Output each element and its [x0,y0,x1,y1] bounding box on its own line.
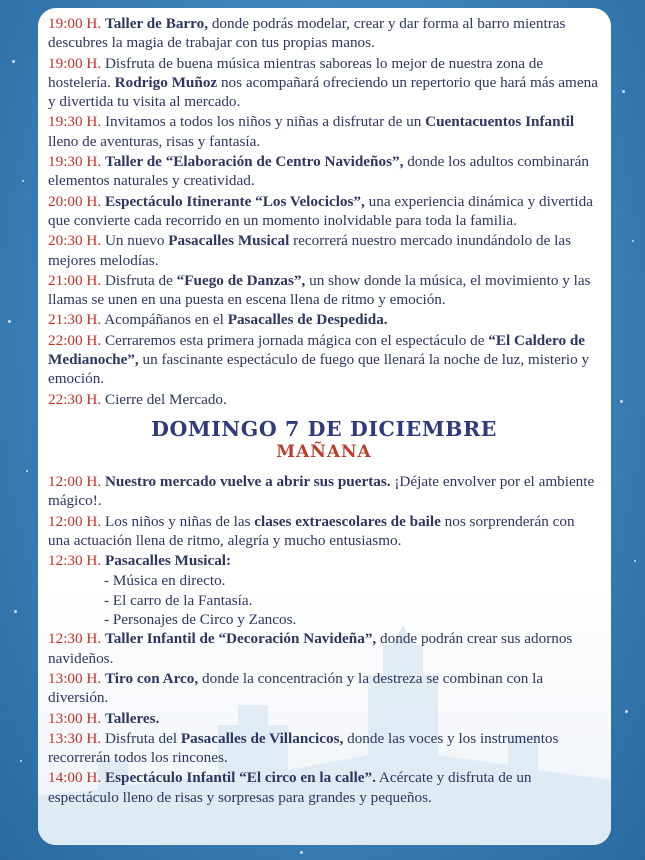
schedule-entry [48,192,600,231]
schedule-entry [48,709,600,728]
program-card [38,8,611,845]
entry-text: donde los adultos combinarán elementos naturales y creatividad. [48,153,589,190]
entry-text: una experiencia dinámica y divertida que convierte cada recorrido en un momento inolvidable para toda la familia. [48,192,593,229]
entry-text: donde podrán crear sus adornos navideños. [48,630,573,667]
sub-list-item: - Personajes de Circo y Zancos. [104,611,297,629]
entry-text: Acompáñanos en el [101,311,228,329]
entry-text: nos sorprenderán con una actuación llena de ritmo, alegría y mucho entusiasmo. [48,512,575,549]
entry-text: un show donde la música, el movimiento y las llamas se unen en una puesta en escena llena de ritmo y emoción. [48,271,591,309]
entry-time: 19:30 H. [48,113,102,131]
sub-list-item: - El carro de la Fantasía. [104,591,253,609]
entry-time: 20:30 H. [48,232,102,250]
entry-text: recorrerá nuestro mercado inundándolo de las mejores melodías. [48,232,571,269]
entry-time: 12:30 H. [48,630,102,648]
schedule-entry [48,472,600,511]
sub-list-item: - Música en directo. [104,572,226,590]
entry-highlight: Taller Infantil de “Decoración Navideña”, [104,630,377,648]
schedule-entry [48,271,600,310]
entry-time: 20:00 H. [48,192,102,210]
entry-text: un fascinante espectáculo de fuego que llenará la noche de luz, misterio y emoción. [48,351,590,388]
schedule-entry [48,14,600,53]
schedule-entry [48,512,600,551]
entry-time: 13:30 H. [48,729,102,747]
sunday-morning-schedule [48,472,600,807]
entry-highlight: Nuestro mercado vuelve a abrir sus puertas. [104,472,391,490]
entry-highlight: “El Caldero de Medianoche”, [48,331,586,369]
entry-time: 22:00 H. [48,331,102,349]
entry-time: 13:00 H. [48,669,102,687]
schedule-entry [48,231,600,270]
saturday-evening-schedule [48,14,600,409]
entry-highlight: Taller de Barro, [104,15,209,32]
entry-highlight: Pasacalles de Villancicos, [180,729,344,747]
entry-highlight: Taller de “Elaboración de Centro Navideños”, [104,153,404,171]
schedule-entry [48,390,600,409]
entry-time: 12:00 H. [48,472,102,490]
entry-time: 22:30 H. [48,390,102,408]
session-heading: MAÑANA [276,441,372,462]
entry-highlight: clases extraescolares de baile [254,512,441,530]
schedule-entry [48,331,600,389]
entry-text: Acércate y disfruta de un espectáculo lleno de risas y sorpresas para grandes y pequeños. [48,769,532,806]
entry-text: Disfruta de buena música mientras saboreas lo mejor de nuestra zona de hostelería. [48,54,544,91]
entry-time: 19:30 H. [48,153,102,171]
entry-text: Invitamos a todos los niños y niñas a disfrutar de un [101,113,426,131]
entry-text: Los niños y niñas de las [101,512,255,530]
schedule-entry [48,768,600,807]
entry-text: nos acompañará ofreciendo un repertorio que hará más amena y divertida tu visita al mercado. [48,73,598,111]
schedule-entry [48,152,600,191]
day-heading: DOMINGO 7 DE DICIEMBRE [151,416,497,441]
schedule-content [48,14,600,808]
entry-time: 21:30 H. [48,311,102,329]
entry-text: donde podrás modelar, crear y dar forma al barro mientras descubres la magia de trabajar con tus propias manos. [48,15,566,52]
entry-time: 19:00 H. [48,15,102,32]
entry-text: Cierre del Mercado. [101,390,227,408]
schedule-entry [48,310,600,329]
entry-time: 14:00 H. [48,769,102,787]
entry-highlight: Rodrigo Muñoz [114,73,218,91]
entry-highlight: Pasacalles de Despedida. [227,311,388,329]
entry-text: Un nuevo [101,232,169,250]
schedule-entry [48,729,600,768]
schedule-entry [48,629,600,668]
entry-time: 12:00 H. [48,512,102,530]
entry-text: lleno de aventuras, risas y fantasía. [48,132,261,150]
entry-text: ¡Déjate envolver por el ambiente mágico!. [48,472,595,510]
entry-highlight: Cuentacuentos Infantil [425,113,575,131]
entry-highlight: Tiro con Arco, [104,669,199,687]
entry-highlight: Talleres. [104,709,160,727]
entry-highlight: Pasacalles Musical [168,232,290,250]
entry-highlight: Espectáculo Itinerante “Los Velociclos”, [104,192,365,210]
entry-time: 21:00 H. [48,271,102,289]
schedule-entry [48,551,600,570]
entry-text: donde la concentración y la destreza se combinan con la diversión. [48,669,544,707]
entry-highlight: “Fuego de Danzas”, [176,271,306,289]
schedule-entry [48,54,600,112]
entry-time: 19:00 H. [48,54,102,72]
entry-text: Disfruta del [101,729,181,747]
entry-time: 12:30 H. [48,552,102,570]
entry-highlight: Pasacalles Musical: [104,552,232,570]
entry-text: donde las voces y los instrumentos recorrerán todos los rincones. [48,729,559,767]
entry-highlight: Espectáculo Infantil “El circo en la calle”. [104,769,376,787]
entry-text: Disfruta de [101,271,177,289]
entry-text: Cerraremos esta primera jornada mágica con el espectáculo de [101,331,489,349]
schedule-entry [48,112,600,151]
schedule-entry [48,669,600,708]
entry-time: 13:00 H. [48,709,102,727]
